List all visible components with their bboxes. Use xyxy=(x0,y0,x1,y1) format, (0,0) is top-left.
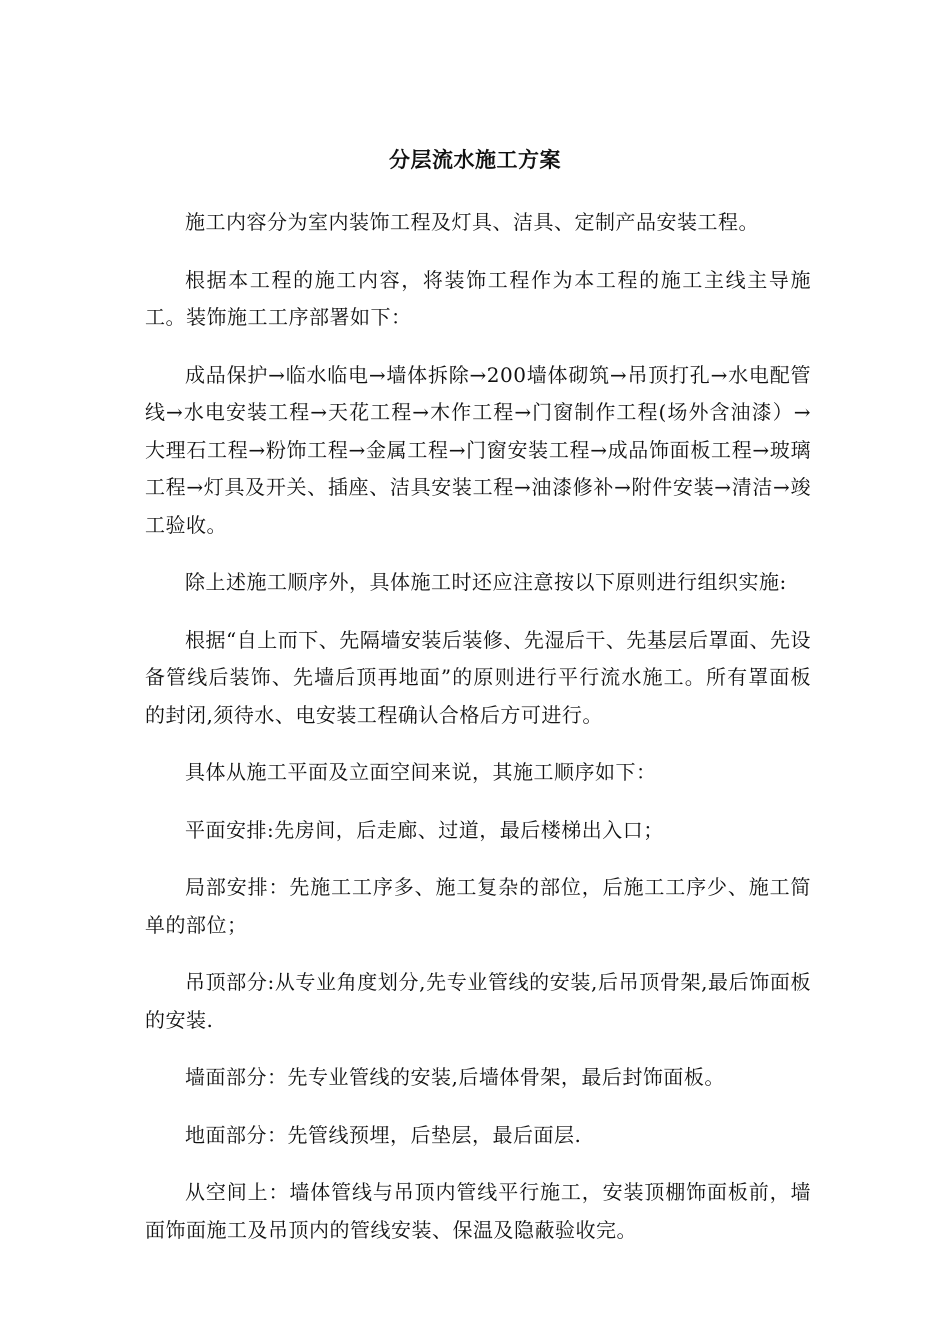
paragraph-wall: 墙面部分：先专业管线的安装,后墙体骨架，最后封饰面板。 xyxy=(185,1065,725,1089)
paragraph-floor: 地面部分：先管线预埋，后垫层，最后面层. xyxy=(185,1122,582,1147)
paragraph-scope: 施工内容分为室内装饰工程及灯具、洁具、定制产品安装工程。 xyxy=(185,210,759,234)
paragraph-local-arrangement: 局部安排：先施工工序多、施工复杂的部位，后施工工序少、施工简单的部位； xyxy=(145,875,811,937)
paragraph-ceiling: 吊顶部分:从专业角度划分,先专业管线的安装,后吊顶骨架,最后饰面板的安装. xyxy=(145,970,811,1032)
paragraph-plan-arrangement: 平面安排:先房间，后走廊、过道，最后楼梯出入口； xyxy=(185,817,664,842)
paragraph-space: 从空间上：墙体管线与吊顶内管线平行施工，安装顶棚饰面板前，墙面饰面施工及吊顶内的管线安装、保温及隐蔽验收完。 xyxy=(145,1180,811,1242)
paragraph-process-sequence: 成品保护→临水临电→墙体拆除→200墙体砌筑→吊顶打孔→水电配管线→水电安装工程→天花工程→木作工程→门窗制作工程(场外含油漆）→大理石工程→粉饰工程→金属工程→门窗安装工程→成品饰面板工程→玻璃工程→灯具及开关、插座、洁具安装工程→油漆修补→附件安装→清洁→竣工验收。 xyxy=(145,362,811,537)
document-body xyxy=(145,204,811,1269)
document-title: 分层流水施工方案 xyxy=(389,147,561,172)
paragraph-principles-intro: 除上述施工顺序外，具体施工时还应注意按以下原则进行组织实施: xyxy=(185,570,787,594)
paragraph-main-line: 根据本工程的施工内容，将装饰工程作为本工程的施工主线主导施工。装饰施工工序部署如下： xyxy=(145,267,811,329)
paragraph-spatial-intro: 具体从施工平面及立面空间来说，其施工顺序如下： xyxy=(185,760,657,784)
paragraph-principles: 根据“自上而下、先隔墙安装后装修、先湿后干、先基层后罩面、先设备管线后装饰、先墙后顶再地面”的原则进行平行流水施工。所有罩面板的封闭,须待水、电安装工程确认合格后方可进行。 xyxy=(145,627,811,727)
